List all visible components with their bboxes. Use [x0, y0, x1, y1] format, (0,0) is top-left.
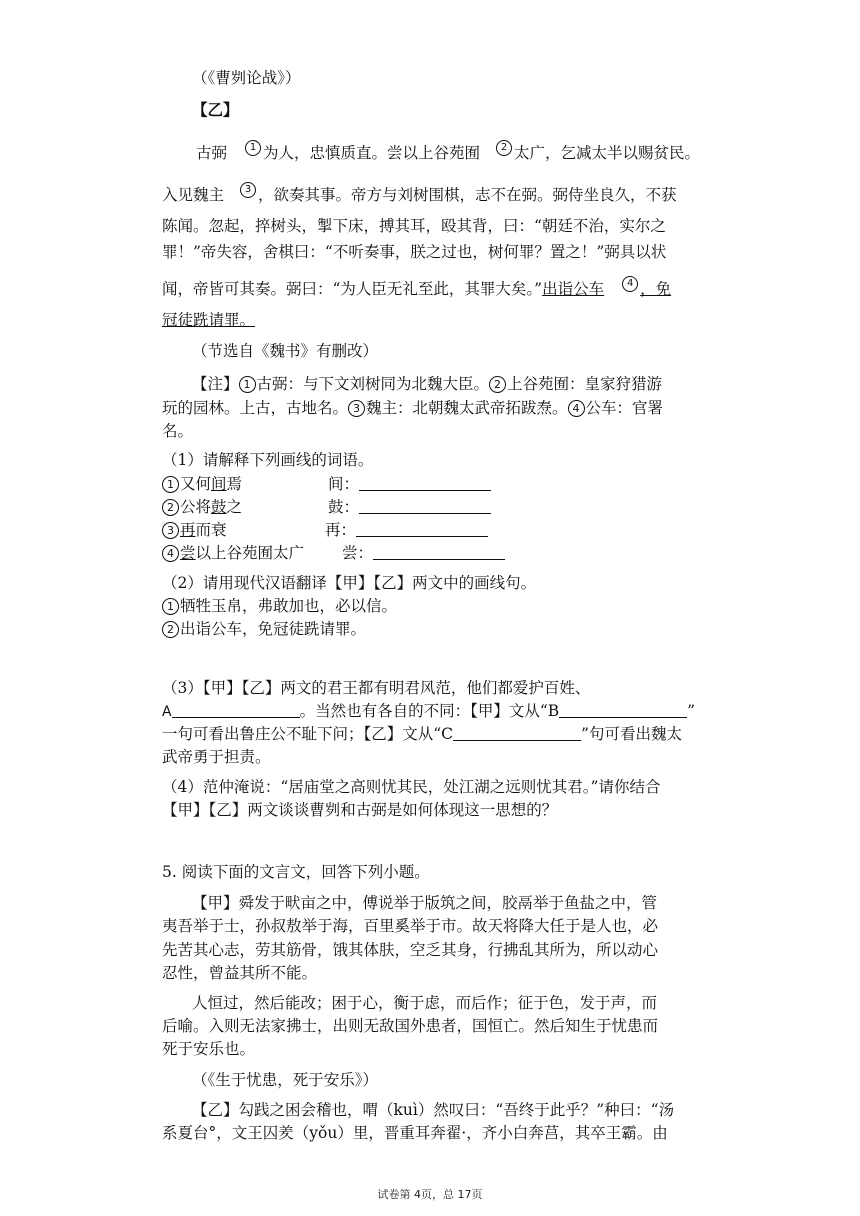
note-line-2: 玩的园林。上古，古地名。 3 魏主：北朝魏太武帝拓跋焘。 4 公车：官署 [162, 399, 664, 417]
q1-prompt: （1）请解释下列画线的词语。 [162, 451, 374, 469]
yi-line-2: 入见魏主 3 ，欲奏其事。帝方与刘树围棋，志不在弼。弼侍坐良久，不获 [162, 184, 677, 204]
q5-source: （《生于忧患，死于安乐》） [192, 1071, 379, 1089]
q5-jia-line-1: 【甲】舜发于畎亩之中，傅说举于版筑之间，胶鬲举于鱼盐之中，管 [192, 894, 658, 912]
yi-line-5: 闻，帝皆可其奏。弼曰：“为人臣无礼至此，其罪大矣。”出诣公车 4 ，免 [162, 278, 672, 298]
q5-jia2-line-2: 后喻。入则无法家拂士，出则无敌国外患者，国恒亡。然后知生于忧患而 [162, 1017, 659, 1035]
page-footer: 试卷第 4页，总 17页 [377, 1188, 483, 1201]
q1-answer-4: 尝： [342, 541, 505, 565]
q3-line-3: 一句可看出鲁庄公不耻下问；【乙】文从“C ”句可看出魏太 [162, 725, 682, 743]
q1-blank-2[interactable] [359, 497, 491, 514]
q5-yi-line-1: 【乙】勾践之困会稽也，喟（kuì）然叹曰：“吾终于此乎？”种曰：“汤 [192, 1101, 675, 1119]
source-yi: （节选自《魏书》有删改） [192, 342, 379, 360]
q1-blank-3[interactable] [356, 520, 488, 537]
q3-line-2: A 。当然也有各自的不同：【甲】文从“B ” [162, 702, 696, 720]
q1-answer-1: 间： [328, 472, 491, 496]
q3-blank-b[interactable] [559, 701, 687, 718]
q3-blank-c[interactable] [453, 724, 581, 741]
q1-item-4: 4 尝以上谷苑囿太广 [162, 541, 304, 565]
footnote-mark-2: 2 [496, 140, 512, 156]
q5-title: 5. 阅读下面的文言文，回答下列小题。 [162, 863, 430, 881]
footnote-mark-1: 1 [245, 140, 261, 156]
yi-line-6: 冠徒跣请罪。 [162, 311, 256, 329]
q5-jia-line-3: 先苦其心志，劳其筋骨，饿其体肤，空乏其身，行拂乱其所为，所以动心 [162, 941, 659, 959]
source-jia: （《曹刿论战》） [192, 69, 301, 87]
note-line-1: 【注】 1 古弼：与下文刘树同为北魏大臣。 2 上谷苑囿：皇家狩猎游 [192, 375, 663, 393]
q3-line-1: （3）【甲】【乙】两文的君王都有明君风范，他们都爱护百姓、 [162, 679, 591, 697]
q1-item-2: 2 公将鼓之 [162, 495, 242, 519]
q2-sentence-1: 1 牺牲玉帛，弗敢加也，必以信。 [162, 594, 397, 618]
yi-line-1: 古弼 1 为人，忠慎质直。尝以上谷苑囿 2 太广，乞减太半以赐贫民。 [196, 142, 701, 162]
q1-answer-3: 再： [325, 518, 488, 542]
q1-blank-4[interactable] [373, 543, 505, 560]
q1-item-3: 3 再而衰 [162, 518, 227, 542]
yi-line-3: 陈闻。忽起，捽树头，掣下床，搏其耳，殴其背，曰：“朝廷不治，实尔之 [162, 217, 666, 235]
q3-blank-a[interactable] [172, 701, 300, 718]
q2-sentence-2: 2 出诣公车，免冠徒跣请罪。 [162, 617, 366, 641]
q4-line-2: 【甲】【乙】两文谈谈曹刿和古弼是如何体现这一思想的？ [162, 801, 558, 819]
q1-blank-1[interactable] [359, 474, 491, 491]
footnote-mark-3: 3 [240, 182, 256, 198]
q5-jia2-line-3: 死于安乐也。 [162, 1040, 256, 1058]
q5-jia2-line-1: 人恒过，然后能改；困于心，衡于虑，而后作；征于色，发于声，而 [192, 994, 658, 1012]
q1-answer-2: 鼓： [328, 495, 491, 519]
footnote-mark-4: 4 [622, 276, 638, 292]
yi-line-4: 罪！”帝失容，舍棋曰：“不听奏事，朕之过也，树何罪？置之！”弼具以状 [162, 243, 667, 261]
q3-line-4: 武帝勇于担责。 [162, 748, 271, 766]
q2-prompt: （2）请用现代汉语翻译【甲】【乙】两文中的画线句。 [162, 574, 537, 592]
q5-jia-line-4: 忍性，曾益其所不能。 [162, 964, 318, 982]
note-line-3: 名。 [162, 422, 194, 440]
q4-line-1: （4）范仲淹说：“居庙堂之高则忧其民，处江湖之远则忧其君。”请你结合 [162, 778, 661, 796]
q5-yi-line-2: 系夏台°，文王囚羑（yǒu）里，晋重耳奔翟·，齐小白奔莒，其卒王霸。由 [162, 1124, 668, 1142]
q1-item-1: 1 又何间焉 [162, 472, 242, 496]
heading-yi: 【乙】 [192, 100, 239, 119]
q5-jia-line-2: 夷吾举于士，孙叔敖举于海，百里奚举于市。故天将降大任于是人也，必 [162, 917, 659, 935]
